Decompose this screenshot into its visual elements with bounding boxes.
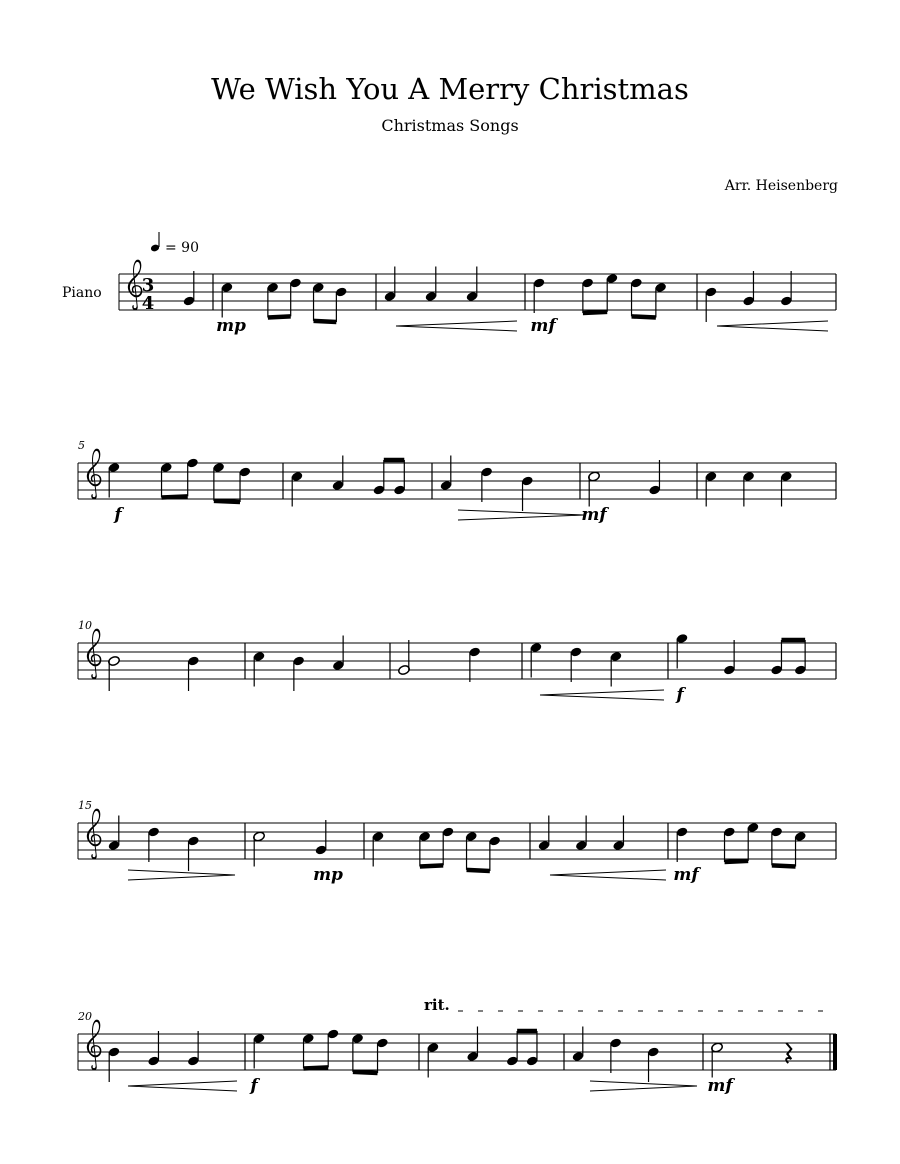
beam — [214, 501, 240, 502]
measure — [440, 456, 584, 521]
dynamic-marking: mf — [673, 865, 699, 885]
measure — [673, 822, 836, 885]
measure — [538, 816, 668, 881]
final-barline-thick — [833, 1034, 837, 1070]
dynamic-marking: mf — [581, 505, 607, 525]
dynamic-marking: f — [676, 685, 684, 705]
dynamic-marking: mp — [313, 865, 343, 885]
measure-number: 10 — [78, 619, 92, 632]
treble-clef-icon — [87, 449, 102, 500]
measure — [372, 823, 530, 871]
beam — [162, 496, 188, 497]
measure-number: 5 — [78, 439, 85, 452]
measure — [108, 816, 245, 881]
crescendo-hairpin — [717, 321, 828, 331]
measure — [581, 460, 697, 525]
diminuendo-hairpin — [590, 1081, 697, 1091]
beam — [632, 316, 656, 317]
beam — [268, 316, 291, 317]
measure — [249, 1028, 419, 1096]
dynamic-marking: f — [114, 505, 122, 525]
treble-clef-icon — [87, 629, 102, 680]
beam — [467, 870, 490, 871]
dynamic-marking: mp — [216, 316, 246, 336]
beam — [772, 865, 796, 866]
measure — [108, 643, 245, 691]
score-subtitle: Christmas Songs — [381, 116, 519, 135]
measure-number: 20 — [78, 1010, 92, 1023]
staff-system — [78, 619, 836, 705]
measure-number: 15 — [78, 799, 92, 812]
beam — [420, 865, 443, 866]
staff-system — [62, 232, 836, 336]
quarter-rest-icon — [786, 1043, 791, 1063]
measure — [530, 642, 668, 700]
beam — [314, 321, 337, 322]
beam — [353, 1072, 378, 1073]
measure — [183, 271, 213, 310]
tempo-value: = 90 — [165, 240, 199, 256]
dynamic-marking: mf — [707, 1076, 733, 1096]
measure — [253, 820, 364, 885]
rit-text: rit. — [424, 996, 450, 1014]
score-title: We Wish You A Merry Christmas — [211, 72, 689, 106]
crescendo-hairpin — [540, 690, 664, 700]
ritardando-mark — [424, 996, 823, 1014]
treble-clef-icon — [128, 260, 143, 311]
measure — [572, 1027, 703, 1092]
staff-system — [78, 439, 836, 525]
diminuendo-hairpin — [458, 510, 584, 520]
beam — [725, 861, 749, 862]
staff-system — [77, 996, 837, 1096]
measure — [705, 463, 836, 507]
crescendo-hairpin — [550, 870, 666, 880]
time-signature-top: 3 — [141, 275, 155, 296]
tempo-mark — [150, 232, 199, 256]
measure — [108, 457, 283, 525]
treble-clef-icon — [87, 809, 102, 860]
staff-system — [78, 799, 836, 885]
measure — [384, 267, 525, 332]
crescendo-hairpin — [128, 1081, 237, 1091]
time-signature-bottom: 4 — [141, 293, 155, 314]
measure — [675, 633, 836, 705]
diminuendo-hairpin — [128, 870, 235, 880]
beam — [304, 1067, 329, 1068]
measure — [253, 636, 390, 692]
crescendo-hairpin — [396, 321, 517, 331]
composer-credit: Arr. Heisenberg — [724, 178, 838, 194]
dynamic-marking: mf — [530, 316, 556, 336]
treble-clef-icon — [87, 1020, 102, 1071]
measure — [530, 273, 697, 336]
instrument-label: Piano — [62, 285, 102, 301]
beam — [583, 312, 607, 313]
dynamic-marking: f — [250, 1076, 258, 1096]
